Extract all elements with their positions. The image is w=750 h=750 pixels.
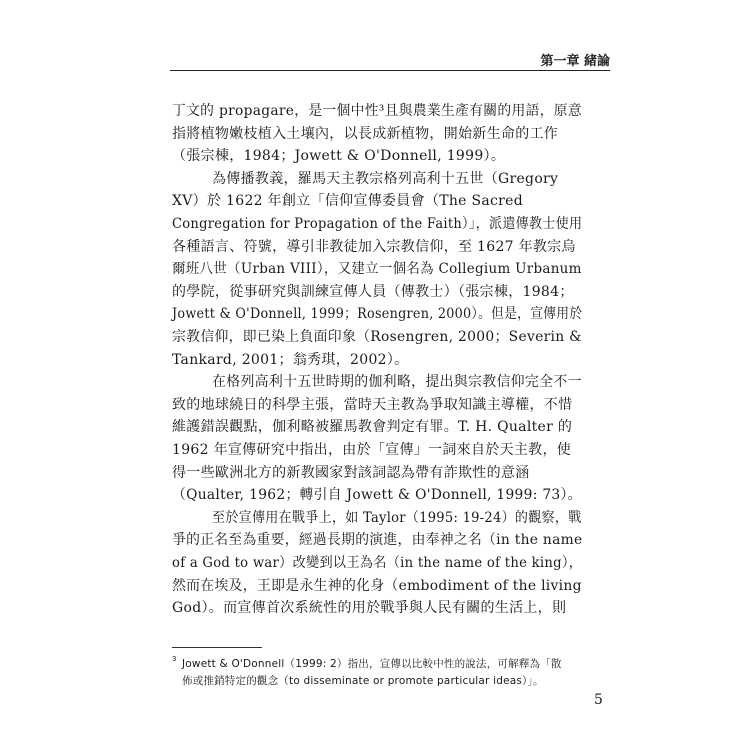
body-line: Congregation for Propagation of the Faith）」，派遣傳教士使用 bbox=[172, 216, 583, 232]
body-line: 為傳播教義，羅馬天主教宗格列高利十五世（Gregory bbox=[212, 170, 559, 187]
body-line: God）。而宣傳首次系統性的用於戰爭與人民有關的生活上，則 bbox=[172, 600, 567, 617]
body-line: XV）於 1622 年創立「信仰宣傳委員會（The Sacred bbox=[172, 193, 524, 210]
body-line: 丁文的 propagare，是一個中性³且與農業生產有關的用語，原意 bbox=[172, 103, 582, 119]
body-line: 1962 年宣傳研究中指出，由於「宣傳」一詞來自於天主教，使 bbox=[172, 442, 572, 458]
body-line: Tankard, 2001；翁秀琪，2002）。 bbox=[172, 351, 409, 368]
body-line: 指將植物嫩枝植入土壤內，以長成新植物，開始新生命的工作 bbox=[172, 125, 559, 142]
footnote-rule bbox=[172, 647, 262, 648]
body-line: 宗教信仰，即已染上負面印象（Rosengren, 2000；Severin & bbox=[172, 329, 582, 345]
body-line: 在格列高利十五世時期的伽利略，提出與宗教信仰完全不一 bbox=[212, 374, 582, 391]
body-line: 維護錯誤觀點，伽利略被羅馬教會判定有罪。T. H. Qualter 的 bbox=[172, 419, 573, 436]
body-line: （張宗棟，1984；Jowett & O'Donnell, 1999）。 bbox=[172, 148, 506, 165]
body-line: of a God to war）改變到以王為名（in the name of the king）， bbox=[172, 555, 583, 571]
body-line: （Qualter, 1962；轉引自 Jowett & O'Donnell, 1999: 73）。 bbox=[172, 487, 582, 504]
body-line: 爭的正名至為重要，經過長期的演進，由奉神之名（in the name bbox=[172, 532, 583, 549]
body-line: 至於宣傳用在戰爭上，如 Taylor（1995: 19-24）的觀察，戰 bbox=[212, 509, 582, 526]
footnote-line-2: 佈或推銷特定的觀念（to disseminate or promote particular ideas）」。 bbox=[182, 675, 544, 687]
header-rule bbox=[170, 70, 610, 71]
body-line: Jowett & O'Donnell, 1999；Rosengren, 2000）。但是，宣傳用於 bbox=[172, 306, 583, 323]
body-line: 然而在埃及，王即是永生神的化身（embodiment of the living bbox=[172, 577, 582, 594]
page-number: 5 bbox=[594, 692, 603, 708]
body-line: 爾班八世（Urban VIII），又建立一個名為 Collegium Urbanum bbox=[172, 261, 582, 278]
body-line: 的學院，從事研究與訓練宣傳人員（傳教士）（張宗棟，1984； bbox=[172, 283, 574, 300]
footnote-line-1: Jowett & O'Donnell（1999: 2）指出，宣傳以比較中性的說法，可解釋為「散 bbox=[182, 658, 562, 670]
body-line: 得一些歐洲北方的新教國家對該詞認為帶有詐欺性的意涵 bbox=[172, 464, 530, 481]
body-line: 致的地球繞日的科學主張，當時天主教為爭取知識主導權，不惜 bbox=[172, 396, 573, 413]
chapter-header: 第一章 緒論 bbox=[540, 54, 610, 69]
body-line: 各種語言、符號，導引非教徒加入宗教信仰，至 1627 年教宗烏 bbox=[172, 238, 576, 255]
footnote-marker: 3 bbox=[172, 655, 177, 663]
